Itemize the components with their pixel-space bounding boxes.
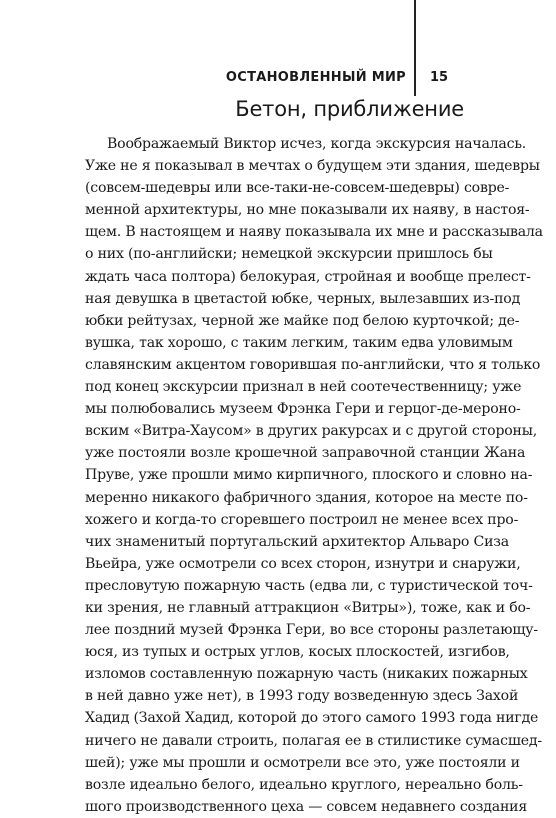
body-text [85,133,543,818]
text-line: Уже не я показывал в мечтах о будущем эти здания, шедевры [85,158,540,175]
text-line: шей); уже мы прошли и осмотрели все это, уже постояли и [85,754,520,771]
text-line: юся, из тупых и острых углов, косых плоскостей, изгибов, [85,644,510,661]
text-line: ная девушка в цветастой юбке, черных, вылезавших из-под [85,290,521,307]
text-line: (совсем-шедевры или все-таки-не-совсем-шедевры) совре- [85,180,510,197]
text-line: ждать часа полтора) белокурая, стройная и вообще прелест- [85,268,531,285]
text-line: возле идеально белого, идеально круглого, нереально боль- [85,776,523,793]
running-title: ОСТАНОВЛЕННЫЙ МИР [225,70,406,85]
text-line: вским «Витра-Хаусом» в других ракурсах и с другой стороны, [85,423,538,440]
chapter-title: Бетон, приближение [235,97,464,121]
text-line: о них (по-английски; немецкой экскурсии пришлось бы [85,246,493,263]
text-line: ки зрения, не главный аттракцион «Витры»), тоже, как и бо- [85,599,531,616]
text-line: чих знаменитый португальский архитектор Альваро Сиза [85,533,509,550]
text-line: мы полюбовались музеем Фрэнка Гери и герцог-де-мероно- [85,401,521,418]
text-line: Хадид (Захой Хадид, которой до этого самого 1993 года нигде [85,710,539,727]
text-line: пресловутую пожарную часть (едва ли, с туристической точ- [85,577,533,594]
text-line: уже постояли возле крошечной заправочной станции Жана [85,445,526,462]
text-line: изломов составленную пожарную часть (никаких пожарных [85,666,528,683]
page-number: 15 [430,70,449,85]
text-line: ничего не давали строить, полагая ее в стилистике сумасшед- [85,732,542,749]
text-line: юбки рейтузах, черной же майке под белою курточкой; де- [85,312,520,329]
text-line: Воображаемый Виктор исчез, когда экскурсия началась. [107,136,527,152]
text-line: Вьейра, уже осмотрели со всех сторон, изнутри и снаружи, [85,555,521,572]
text-line: хожего и когда-то сгоревшего построил не менее всех про- [85,511,519,528]
text-line: менной архитектуры, но мне показывали их наяву, в настоя- [85,202,530,219]
text-line: щем. В настоящем и наяву показывала их мне и рассказывала [85,224,543,241]
text-line: под конец экскурсии признал в ней соотечественницу; уже [85,379,522,396]
text-line: Пруве, уже прошли мимо кирпичного, плоского и словно на- [85,467,533,484]
text-line: вушка, так хорошо, с таким легким, таким едва уловимым [85,334,513,351]
text-line: славянским акцентом говорившая по-английски, что я только [85,356,541,373]
page-header [0,70,556,92]
text-line: лее поздний музей Фрэнка Гери, во все стороны разлетающу- [85,622,538,639]
text-line: меренно никакого фабричного здания, которое на месте по- [85,489,528,506]
text-line: шого производственного цеха — совсем недавнего создания [85,798,528,815]
text-line: в ней давно уже нет), в 1993 году возведенную здесь Захой [85,688,519,705]
